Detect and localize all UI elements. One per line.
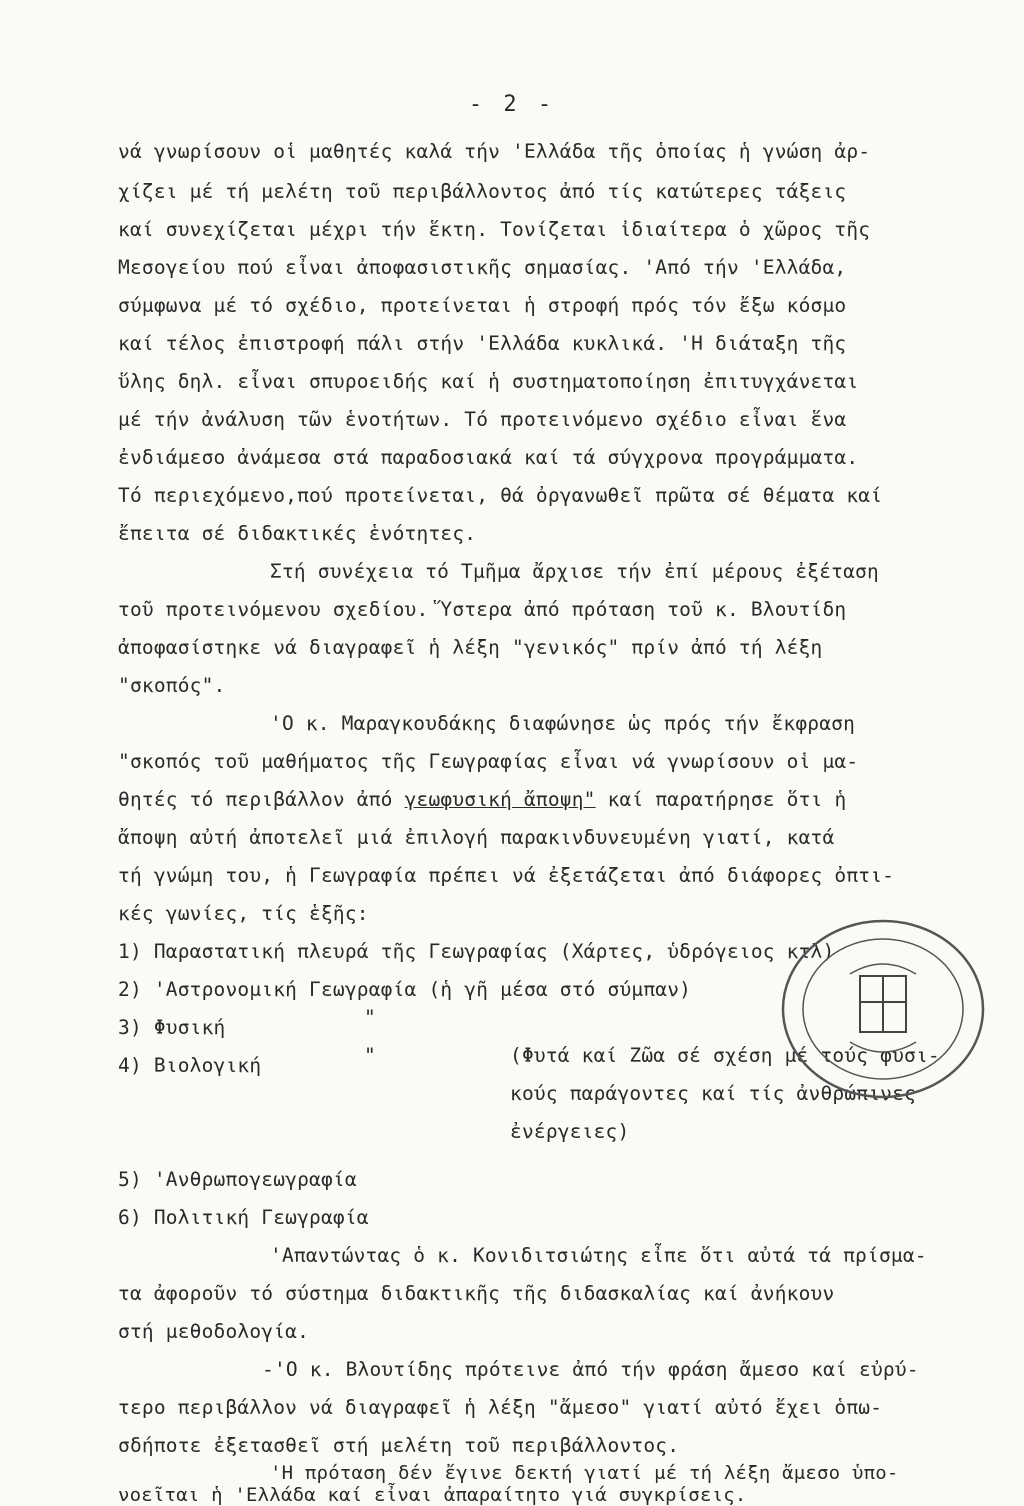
text-line: Τό περιεχόμενο,πού προτείνεται, θά ὀργανωθεῖ πρῶτα σέ θέματα καί [118, 484, 883, 507]
text-line: τή γνώμη του, ἡ Γεωγραφία πρέπει νά ἐξετάζεται ἀπό διάφορες ὀπτι- [118, 864, 895, 887]
text-line: 'Η πρόταση δέν ἔγινε δεκτή γιατί μέ τή λέξη ἄμεσο ὑπο- [270, 1462, 899, 1484]
text-line: στή μεθοδολογία. [118, 1320, 310, 1343]
list-item: 3) Φυσική [118, 1016, 226, 1039]
text-line: ἐνέργειες) [510, 1120, 630, 1143]
text-line: ἔπειτα σέ διδακτικές ἑνότητες. [118, 522, 477, 545]
text-line: ἄποψη αὐτή ἀποτελεῖ μιά ἐπιλογή παρακινδυνευμένη γιατί, κατά [118, 826, 835, 849]
text-line: ὕλης δηλ. εἶναι σπυροειδής καί ἡ συστηματοποίηση ἐπιτυγχάνεται [118, 370, 859, 393]
text-line: ἀποφασίστηκε νά διαγραφεῖ ἡ λέξη "γενικός" πρίν ἀπό τή λέξη [118, 636, 823, 659]
text-line: σδήποτε ἐξετασθεῖ στή μελέτη τοῦ περιβάλλοντος. [118, 1434, 680, 1457]
page-number: - 2 - [468, 92, 556, 117]
text-line: σύμφωνα μέ τό σχέδιο, προτείνεται ἡ στροφή πρός τόν ἔξω κόσμο [118, 294, 847, 317]
list-item: 1) Παραστατική πλευρά τῆς Γεωγραφίας (Χάρτες, ὑδρόγειος κτλ) [118, 940, 835, 963]
text-line: κούς παράγοντες καί τίς ἀνθρώπινες [510, 1082, 916, 1105]
underlined-phrase: γεωφυσική ἄποψη" [404, 788, 596, 811]
text-fragment: καί παρατήρησε ὅτι ἡ [607, 788, 847, 811]
official-stamp-seal [778, 914, 988, 1104]
text-line: Στή συνέχεια τό Τμῆμα ἄρχισε τήν ἐπί μέρους ἐξέταση [270, 560, 879, 583]
text-line: νοεῖται ἡ 'Ελλάδα καί εἶναι ἀπαραίτητο γιά συγκρίσεις. [118, 1484, 747, 1506]
list-item: 5) 'Ανθρωπογεωγραφία [118, 1168, 357, 1191]
text-line: 'Απαντώντας ὁ κ. Κονιδιτσιώτης εἶπε ὅτι αὐτά τά πρίσμα- [270, 1244, 927, 1267]
text-line: καί συνεχίζεται μέχρι τήν ἕκτη. Τονίζεται ἰδιαίτερα ὁ χῶρος τῆς [118, 218, 871, 241]
text-line: -'Ο κ. Βλουτίδης πρότεινε ἀπό τήν φράση ἄμεσο καί εὐρύ- [262, 1358, 919, 1381]
text-line [118, 788, 846, 811]
text-line: μέ τήν ἀνάλυση τῶν ἑνοτήτων. Τό προτεινόμενο σχέδιο εἶναι ἕνα [118, 408, 847, 431]
text-line: καί τέλος ἐπιστροφή πάλι στήν 'Ελλάδα κυκλικά. 'Η διάταξη τῆς [118, 332, 847, 355]
text-line: χίζει μέ τή μελέτη τοῦ περιβάλλοντος ἀπό τίς κατώτερες τάξεις [118, 180, 847, 203]
ditto-mark: " [364, 1006, 376, 1029]
text-line: κές γωνίες, τίς ἑξῆς: [118, 902, 369, 925]
text-line: νά γνωρίσουν οἱ μαθητές καλά τήν 'Ελλάδα τῆς ὁποίας ἡ γνώση ἀρ- [118, 140, 871, 163]
list-item: 6) Πολιτική Γεωγραφία [118, 1206, 369, 1229]
text-line: τοῦ προτεινόμενου σχεδίου. Ὕστερα ἀπό πρόταση τοῦ κ. Βλουτίδη [118, 598, 847, 621]
text-line: τερο περιβάλλον νά διαγραφεῖ ἡ λέξη "ἄμεσο" γιατί αὐτό ἔχει ὁπω- [118, 1396, 883, 1419]
text-line: ἐνδιάμεσο ἀνάμεσα στά παραδοσιακά καί τά σύγχρονα προγράμματα. [118, 446, 859, 469]
ditto-mark: " [364, 1044, 376, 1067]
list-item: 4) Βιολογική [118, 1054, 262, 1077]
text-line: τα ἀφοροῦν τό σύστημα διδακτικῆς τῆς διδασκαλίας καί ἀνήκουν [118, 1282, 835, 1305]
text-line: Μεσογείου πού εἶναι ἀποφασιστικῆς σημασίας. 'Από τήν 'Ελλάδα, [118, 256, 847, 279]
text-line: 'Ο κ. Μαραγκουδάκης διαφώνησε ὡς πρός τήν ἔκφραση [270, 712, 856, 735]
text-line: (Φυτά καί Ζῶα σέ σχέση μέ τούς φυσι- [510, 1044, 940, 1067]
list-item: 2) 'Αστρονομική Γεωγραφία (ἡ γῆ μέσα στό σύμπαν) [118, 978, 692, 1001]
text-fragment: θητές τό περιβάλλον ἀπό [118, 788, 393, 811]
text-line: "σκοπός". [118, 674, 226, 697]
text-line: "σκοπός τοῦ μαθήματος τῆς Γεωγραφίας εἶναι νά γνωρίσουν οἱ μα- [118, 750, 859, 773]
